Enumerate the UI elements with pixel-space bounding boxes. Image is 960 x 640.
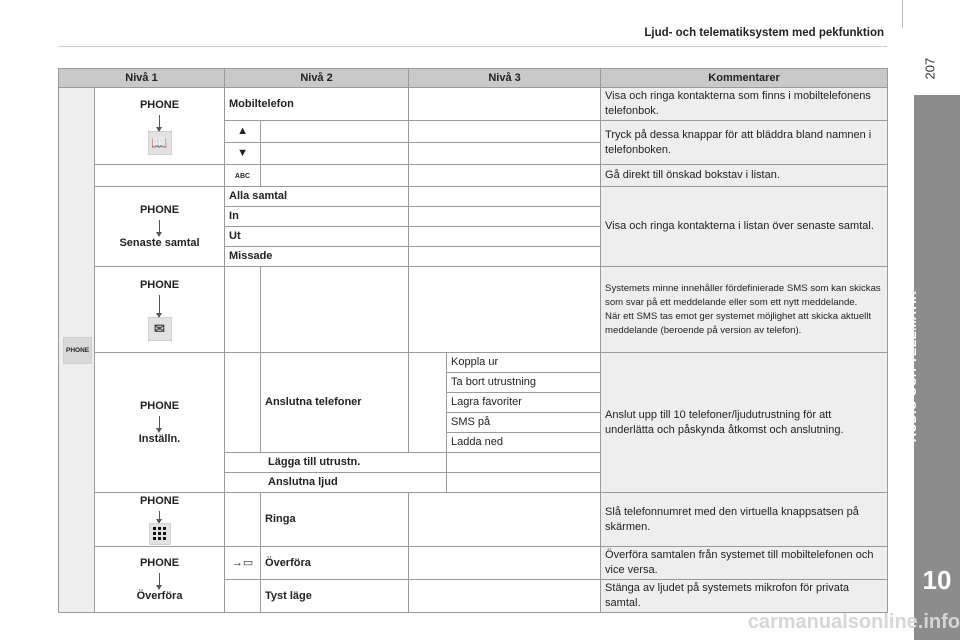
scroll-comment: Tryck på dessa knappar för att bläddra bland namnen i telefonboken. [601,121,888,165]
connected-audio-label: Anslutna ljud [225,473,447,493]
phone-label: PHONE [139,203,180,216]
recent-calls-cell [95,187,225,267]
mobile-phone-comment: Visa och ringa kontakterna som finns i mobiltelefonens telefonbok. [601,88,888,121]
header-comments: Kommentarer [601,69,888,88]
option-sms-on: SMS på [447,413,601,433]
phone-label: PHONE [139,98,180,111]
header-level-2: Nivå 2 [225,69,409,88]
arrow-down-icon [159,511,160,521]
table-row [59,88,888,121]
settings-label: Inställn. [138,432,181,445]
all-calls-label: Alla samtal [225,187,409,207]
phone-label: PHONE [139,399,180,412]
recent-calls-label: Senaste samtal [119,236,200,249]
transfer-label: Överföra [136,589,183,602]
sms-cell [95,267,225,353]
table-row [59,493,888,547]
envelope-icon: ✉ [148,317,172,341]
phone-menu-icon: PHONE [63,337,92,364]
arrow-down-icon [159,416,160,430]
table-row [59,547,888,580]
header-level-1: Nivå 1 [59,69,225,88]
transfer-icon: →▭ [225,547,261,580]
chapter-title: AUDIO OCH TELEMATIK [905,290,919,442]
phone-label: PHONE [139,279,180,291]
page-header-title: Ljud- och telematiksystem med pekfunktion [644,27,884,39]
table-header-row [59,69,888,88]
page-number: 207 [922,57,938,80]
settings-cell [95,353,225,493]
table-row [59,267,888,353]
arrow-down-icon [159,295,160,315]
phone-label: PHONE [139,495,180,507]
transfer-comment: Överföra samtalen från systemet till mobiltelefonen och vice versa. [601,547,888,580]
table-row [59,165,888,187]
transfer-l2-label: Överföra [261,547,409,580]
table-row [59,187,888,207]
arrow-down-icon [159,115,160,129]
dial-cell [95,493,225,547]
outgoing-calls-label: Ut [225,227,409,247]
dial-comment: Slå telefonnumret med den virtuella knappsatsen på skärmen. [601,493,888,547]
transfer-cell [95,547,225,613]
option-remove-device: Ta bort utrustning [447,373,601,393]
scroll-up-icon: ▲ [225,121,261,143]
abc-comment: Gå direkt till önskad bokstav i listan. [601,165,888,187]
keypad-icon [149,523,171,545]
watermark: carmanualsonline.info [747,611,960,633]
chapter-number: 10 [922,565,952,595]
incoming-calls-label: In [225,207,409,227]
arrow-down-icon [159,573,160,587]
recent-calls-comment: Visa och ringa kontakterna i listan över senaste samtal. [601,187,888,267]
arrow-down-icon [159,220,160,234]
abc-icon: ABC [225,165,261,187]
phone-contacts-cell [95,88,225,165]
add-device-label: Lägga till utrustn. [225,453,447,473]
option-disconnect: Koppla ur [447,353,601,373]
level1-cell [59,88,95,613]
sms-comment: Systemets minne innehåller fördefinierade SMS som kan skickas som svar på ett meddelande eller som ett nytt meddelande. När ett SMS tas emot ger systemet möjlighet att skicka aktuellt meddelande (beroende på version av telefon). [601,267,888,353]
phone-label: PHONE [139,556,180,569]
mobile-phone-label: Mobiltelefon [225,88,409,121]
mute-comment: Stänga av ljudet på systemets mikrofon för privata samtal. [601,580,888,613]
mute-label: Tyst läge [261,580,409,613]
header-level-3: Nivå 3 [409,69,601,88]
option-download: Ladda ned [447,433,601,453]
option-save-favorites: Lagra favoriter [447,393,601,413]
table-row [59,353,888,373]
phone-menu-table [58,68,888,613]
scroll-down-icon: ▼ [225,143,261,165]
connected-phones-label: Anslutna telefoner [261,353,409,453]
address-book-icon: 📖 [148,131,172,155]
top-divider [902,0,903,28]
header-rule [58,46,887,47]
dial-label: Ringa [261,493,409,547]
missed-calls-label: Missade [225,247,409,267]
settings-comment: Anslut upp till 10 telefoner/ljudutrustning för att underlätta och påskynda åtkomst och anslutning. [601,353,888,493]
